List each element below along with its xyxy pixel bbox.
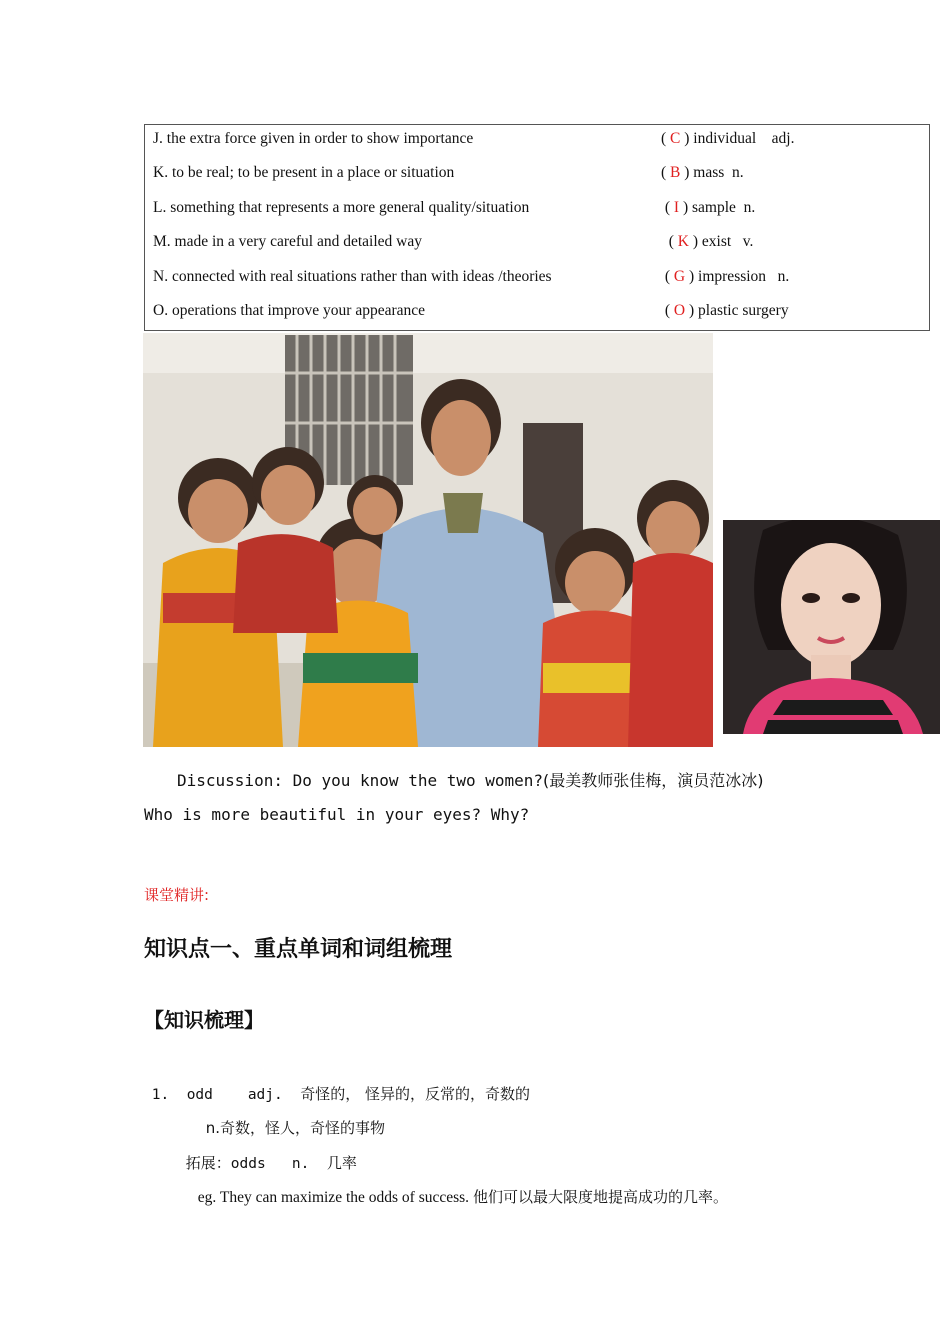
actress-portrait-photo <box>723 520 940 734</box>
matching-row <box>145 228 929 262</box>
answer: ( C ) individual adj. <box>661 130 795 147</box>
knowledge-point-heading: 知识点一、重点单词和词组梳理 <box>144 937 453 962</box>
matching-table <box>144 124 930 331</box>
answer: ( G ) impression n. <box>661 268 790 285</box>
knowledge-review-heading: 【知识梳理】 <box>144 1008 264 1032</box>
extension-label: 拓展： <box>185 1154 231 1172</box>
discussion-en: Discussion: Do you know the two women? <box>177 771 544 790</box>
discussion-question <box>177 768 764 791</box>
vocab-meaning: 奇怪的， 怪异的，反常的，奇数的 <box>300 1085 530 1103</box>
answer: ( K ) exist v. <box>661 233 754 250</box>
definition: N. connected with real situations rather than with ideas /theories <box>153 268 552 285</box>
item-number: 1. <box>151 1087 170 1103</box>
discussion-cn-names: (最美教师张佳梅，演员范冰冰) <box>543 771 764 790</box>
answer: ( B ) mass n. <box>661 164 744 181</box>
matching-row <box>145 263 929 297</box>
vocab-pos: adj. <box>247 1087 283 1103</box>
extension-meaning: 几率 <box>326 1154 357 1172</box>
definition: K. to be real; to be present in a place or situation <box>153 164 455 181</box>
answer-letter: B <box>670 164 681 181</box>
section-label: 课堂精讲: <box>144 886 210 904</box>
vocab-word: odd <box>186 1087 213 1103</box>
matching-row <box>145 125 929 159</box>
answer-letter: I <box>673 199 680 216</box>
extension-pos: n. <box>291 1156 310 1172</box>
example-en: eg. They can maximize the odds of success. <box>197 1189 470 1206</box>
answer-letter: C <box>670 130 681 147</box>
answer: ( I ) sample n. <box>661 199 756 216</box>
matching-row <box>145 194 929 228</box>
discussion-followup: Who is more beautiful in your eyes? Why? <box>144 805 530 824</box>
answer-letter: K <box>677 233 689 250</box>
example-cn: 他们可以最大限度地提高成功的几率。 <box>472 1188 728 1206</box>
answer: ( O ) plastic surgery <box>661 302 789 319</box>
teacher-students-photo <box>143 333 713 747</box>
definition: L. something that represents a more general quality/situation <box>153 199 530 216</box>
vocab-noun-meaning: n.奇数，怪人，奇怪的事物 <box>205 1119 386 1137</box>
definition: M. made in a very careful and detailed way <box>153 233 422 250</box>
definition: O. operations that improve your appearance <box>153 302 426 319</box>
extension-word: odds <box>230 1156 266 1172</box>
example-sentence <box>190 1168 728 1207</box>
matching-row <box>145 159 929 193</box>
matching-row <box>145 297 929 331</box>
answer-letter: O <box>673 302 686 319</box>
answer-letter: G <box>673 268 686 285</box>
definition: J. the extra force given in order to show importance <box>153 130 474 147</box>
actress-portrait-illustration <box>723 520 940 734</box>
teacher-students-illustration <box>143 333 713 747</box>
